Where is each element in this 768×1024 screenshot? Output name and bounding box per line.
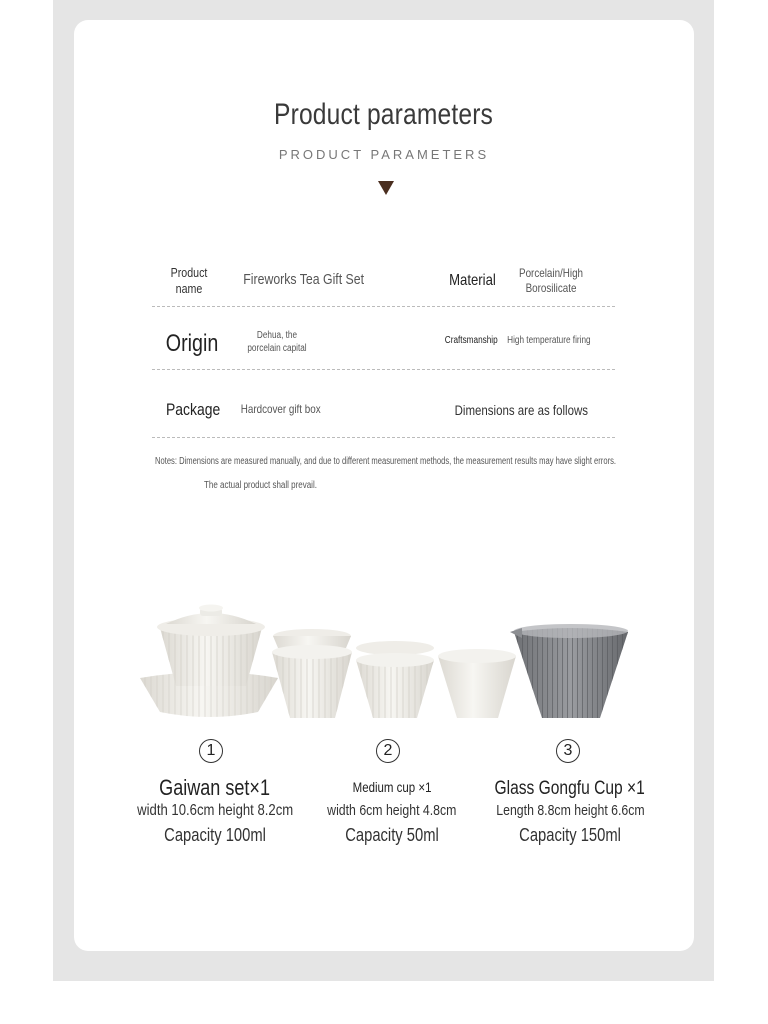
note-line-2: The actual product shall prevail. bbox=[204, 480, 317, 491]
origin-label: Origin bbox=[165, 330, 219, 357]
single-cup bbox=[438, 649, 516, 718]
product-number-2: 2 bbox=[376, 739, 400, 763]
tea-set-photo bbox=[130, 600, 640, 725]
product-3-name: Glass Gongfu Cup ×1 bbox=[494, 778, 646, 799]
down-triangle-icon bbox=[378, 181, 394, 195]
glass-pitcher bbox=[510, 624, 628, 718]
row-divider bbox=[152, 369, 615, 370]
package-label: Package bbox=[165, 400, 221, 419]
product-1-name: Gaiwan set×1 bbox=[159, 775, 271, 800]
page-subtitle: PRODUCT PARAMETERS bbox=[278, 147, 490, 162]
origin-value: Dehua, the porcelain capital bbox=[247, 330, 307, 354]
material-label: Material bbox=[448, 272, 496, 289]
craftsmanship-label: Craftsmanship bbox=[444, 335, 498, 346]
gaiwan-bowl bbox=[157, 605, 265, 687]
note-line-1: Notes: Dimensions are measured manually, and due to different measurement methods, the measurement results may have slight errors. bbox=[155, 456, 617, 467]
product-2-capacity: Capacity 50ml bbox=[345, 825, 439, 845]
product-number-1: 1 bbox=[199, 739, 223, 763]
material-value: Porcelain/High Borosilicate bbox=[519, 266, 584, 295]
product-number-3: 3 bbox=[556, 739, 580, 763]
row-divider bbox=[152, 306, 615, 307]
product-3-capacity: Capacity 150ml bbox=[519, 825, 621, 845]
product-name-value: Fireworks Tea Gift Set bbox=[243, 271, 365, 288]
package-value: Hardcover gift box bbox=[240, 402, 321, 416]
dimensions-label: Dimensions are as follows bbox=[454, 402, 588, 418]
page-title: Product parameters bbox=[274, 98, 494, 131]
product-1-capacity: Capacity 100ml bbox=[164, 825, 266, 845]
row-divider bbox=[152, 437, 615, 438]
stacked-cups bbox=[272, 629, 434, 718]
product-1-size: width 10.6cm height 8.2cm bbox=[136, 802, 294, 819]
product-name-label: Product name bbox=[170, 265, 208, 297]
product-2-name: Medium cup ×1 bbox=[352, 779, 432, 795]
product-3-size: Length 8.8cm height 6.6cm bbox=[495, 802, 645, 819]
product-2-size: width 6cm height 4.8cm bbox=[327, 802, 457, 819]
craftsmanship-value: High temperature firing bbox=[507, 335, 591, 346]
